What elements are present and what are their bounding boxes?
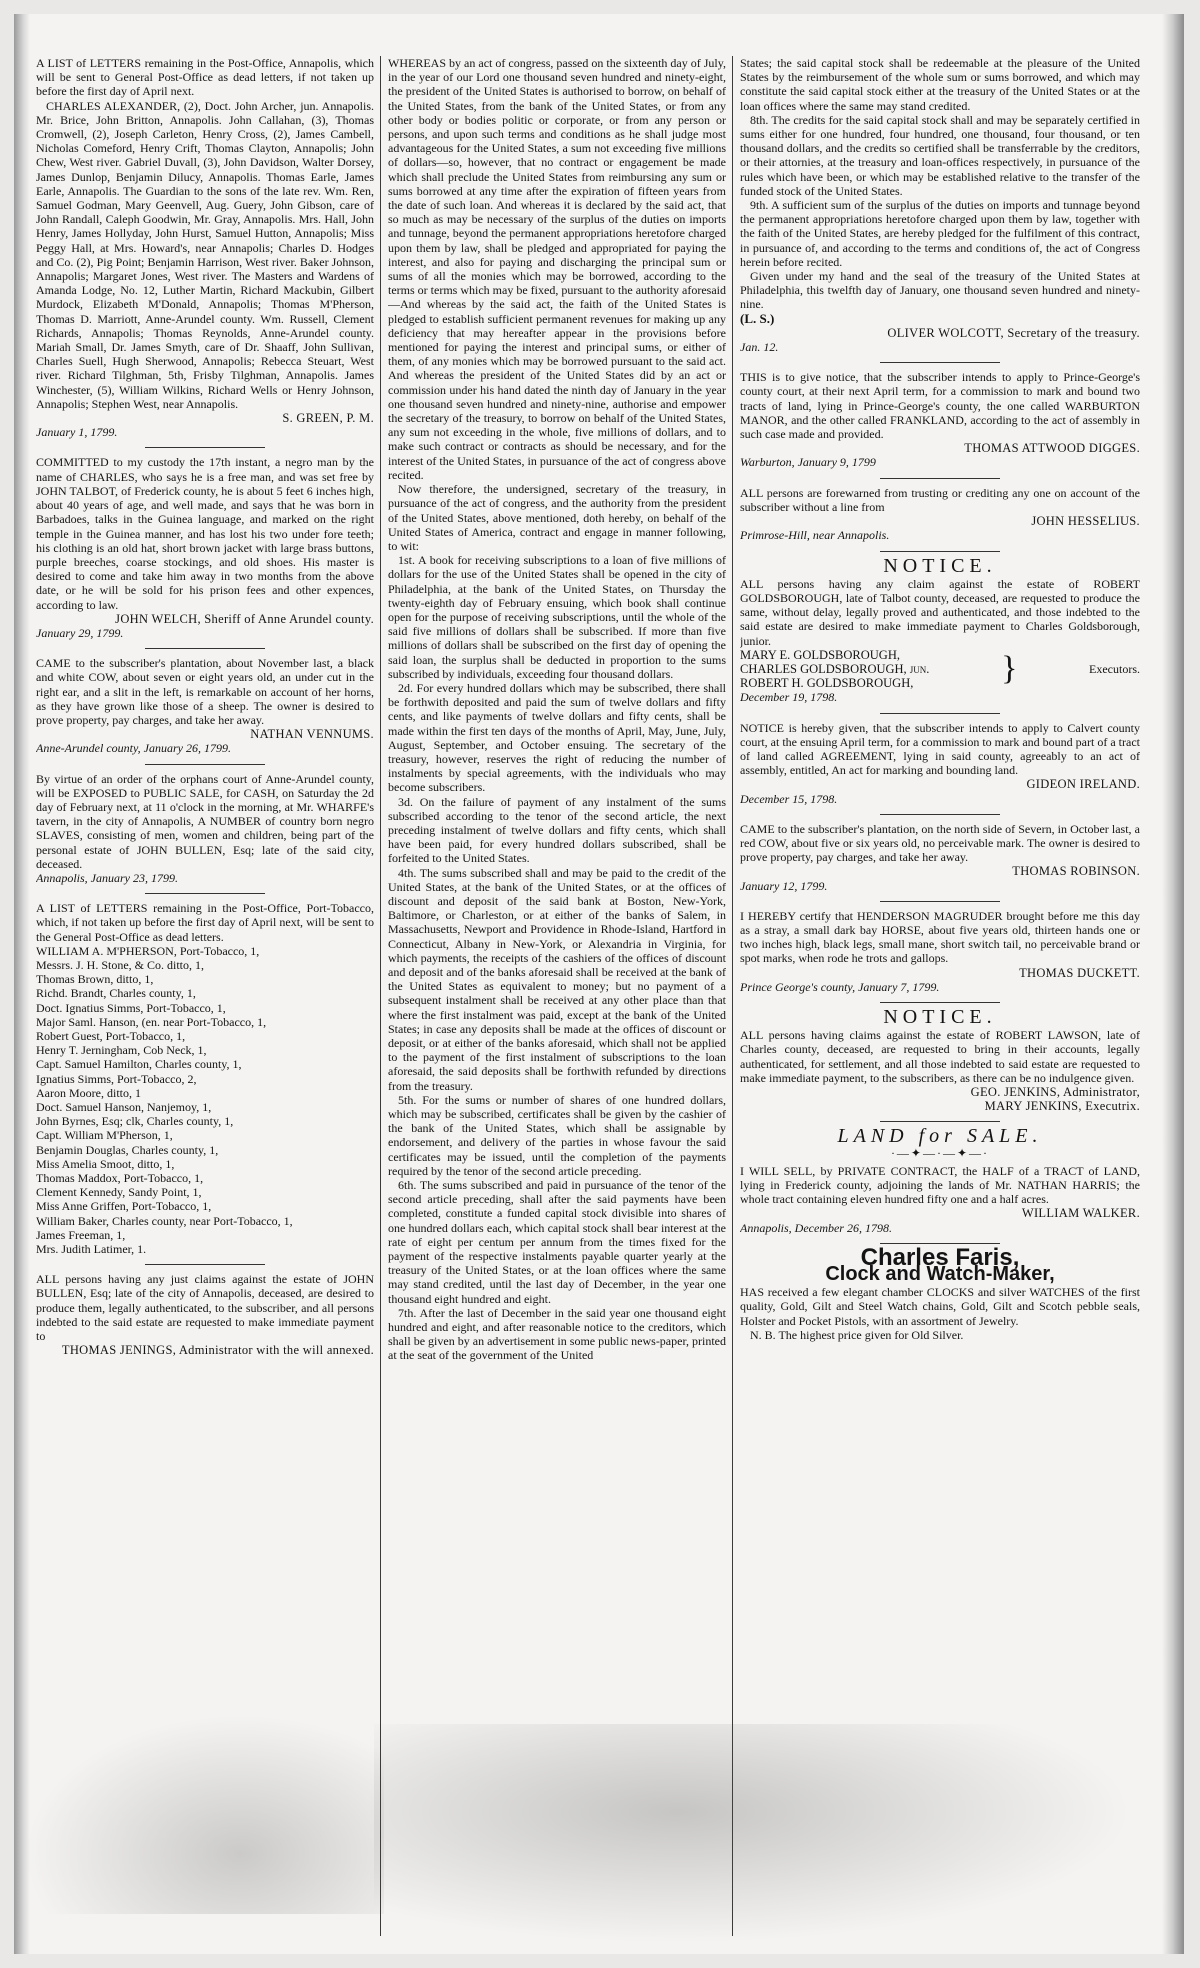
ad-divider xyxy=(145,893,265,894)
ad-date: January 29, 1799. xyxy=(36,625,124,640)
ad-divider xyxy=(145,648,265,649)
column-2 xyxy=(388,56,726,1946)
act-paragraph: 3d. On the failure of payment of any instalment of the sums subscribed according to the tenor of the second article, the next preceding instalment of twelve dollars and fifty cents, which shall have been paid, for every hundred dollars subscribed, shall be forfeited to the United States. xyxy=(388,794,726,866)
letters-annapolis-ad xyxy=(36,56,374,439)
act-paragraph: 2d. For every hundred dollars which may be subscribed, there shall be forthwith deposited and paid the sum of twelve dollars and fifty cents, and like payments of twelve dollars and fifty cents, shall be made within the first ten days of the months of April, May, June, July, August, September, and October ensuing. The secretary of the treasury, however, reserves the right of reducing the number of instalments by special agreements, with the individuals who may become subscribers. xyxy=(388,680,726,795)
notice-heading: NOTICE. xyxy=(883,1005,997,1028)
list-item: Ignatius Simms, Port-Tobacco, 2, xyxy=(36,1071,197,1086)
signature: THOMAS DUCKETT. xyxy=(1019,965,1140,980)
duckett-ad xyxy=(740,909,1140,994)
notice-heading: NOTICE. xyxy=(883,554,997,577)
list-item: Benjamin Douglas, Charles county, 1, xyxy=(36,1142,219,1157)
list-item: Thomas Maddox, Port-Tobacco, 1, xyxy=(36,1171,204,1186)
newspaper-page xyxy=(14,14,1184,1954)
ad-text: NOTICE is hereby given, that the subscriber intends to apply to Calvert county court, at the ensuing April term, for a commission to mark and bound part of a tract of land called AGREEMENT, lying in said county, agreeably to an act of assembly, entitled, An act for marking and bounding land. xyxy=(740,720,1140,778)
executor-name: CHARLES GOLDSBOROUGH, jun. xyxy=(740,661,930,676)
executors-role: Executors. xyxy=(1089,661,1140,676)
letters-names: CHARLES ALEXANDER, (2), Doct. John Archer, jun. Annapolis. Mr. Brice, John Britton, Annapolis. John Callahan, (3), Thomas Cromwell, (2), Joseph Carleton, Henry Cross, (2), James Cambell, Nicholas Comeford, Henry Crift, Thomas Clayton, Annapolis; John Chew, West river. Gabriel Duvall, (3), John Davidson, Walter Dorsey, James Dunlop, Benjamin Dilucy, Annapolis. Thomas Earle, James Earle, Annapolis. The Guardian to the sons of the late rev. Wm. Ren, Samuel Godman, Mary Geenvell, Aug. Guery, John Gibson, care of John Randall, Caleph Goodwin, Mr. Gray, Annapolis. Mrs. Hall, John Henry, James Hollyday, John Hurst, Samuel Hutton, Annapolis; Miss Peggy Hall, at Mrs. Howard's, near Annapolis; Charles D. Hodges and Co. (2), Pig Point; Benjamin Harrison, West river. Baker Johnson, Annapolis; Margaret Jones, West river. The Masters and Wardens of Amanda Lodge, No. 12, Luther Martin, Richard Mackubin, Gilbert Murdock, Elizabeth M'Donald, Annapolis; Thomas M'Pherson, Thomas D. Marriott, Anne-Arundel county. Wm. Russell, Clement Richards, Annapolis; Thomas Reynolds, Anne-Arundel county. Mariah Small, Dr. James Smyth, care of Dr. Shaaff, John Sullivan, Charles Suell, Hugh Sherwood, Annapolis; Rebecca Steuart, West river. Richard Tilghman, 5th, Frisby Tilghman, Annapolis. James Winchester, (5), William Wilkins, Richard Wells or Henry Johnson, Annapolis; Stephen West, near Annapolis. xyxy=(36,98,374,411)
signature: THOMAS JENINGS, Administrator with the will annexed. xyxy=(61,1343,374,1358)
ad-date: Anne-Arundel county, January 26, 1799. xyxy=(36,741,231,756)
ad-divider xyxy=(880,551,1000,552)
list-item: Doct. Samuel Hanson, Nanjemoy, 1, xyxy=(36,1100,212,1115)
cow-vennums-ad xyxy=(36,656,374,755)
list-item: Mrs. Judith Latimer, 1. xyxy=(36,1242,147,1257)
lawson-ad xyxy=(740,1005,1140,1114)
ad-text: CAME to the subscriber's plantation, on the north side of Severn, in October last, a red COW, about five or six years old, no perceivable mark. The owner is desired to prove property, pay charges, and take her away. xyxy=(740,821,1140,865)
list-item: Capt. Samuel Hamilton, Charles county, 1, xyxy=(36,1057,242,1072)
list-item: Aaron Moore, ditto, 1 xyxy=(36,1085,141,1100)
list-item: Thomas Brown, ditto, 1, xyxy=(36,972,154,987)
act-paragraph: 1st. A book for receiving subscriptions to a loan of five millions of dollars for the use of the United States shall be opened in the city of Philadelphia, at the bank of the United States, on Thursday the twenty-eighth day of February ensuing, which book shall continue open for the purpose of receiving subscriptions, until the whole of the said five millions of dollars shall be subscribed. If more than five millions of dollars shall be subscribed on the first day of opening the said loan, the surplus shall be deducted in proportion to the sums subscribed by individuals, exceeding four thousand dollars. xyxy=(388,553,726,681)
ad-divider xyxy=(145,447,265,448)
signature: GEO. JENKINS, Administrator, xyxy=(970,1085,1140,1099)
robinson-ad xyxy=(740,822,1140,893)
letters-intro: A LIST of LETTERS remaining in the Post-Office, Annapolis, which will be sent to General Post-Office as dead letters, if not taken up before the first day of April next. xyxy=(36,56,374,99)
seal-mark xyxy=(740,312,1140,326)
ad-text: HAS received a few elegant chamber CLOCKS and silver WATCHES of the first quality, Gold, Gilt and Steel Watch chains, Gold, Gilt and Scotch pebble seals, Holster and Pocket Pistols, with an assortment of Jewelry. xyxy=(740,1285,1140,1328)
list-item: Richd. Brandt, Charles county, 1, xyxy=(36,986,196,1001)
ad-date: January 1, 1799. xyxy=(36,425,118,440)
act-continuation xyxy=(740,56,1140,354)
ireland-ad xyxy=(740,721,1140,806)
ad-divider xyxy=(880,901,1000,902)
list-item: James Freeman, 1, xyxy=(36,1227,126,1242)
ad-divider xyxy=(880,713,1000,714)
ad-date: January 12, 1799. xyxy=(740,878,828,893)
ad-text: THIS is to give notice, that the subscriber intends to apply to Prince-George's county court, at their next April term, for a commission to mark and bound two tracts of land, lying in Prince-George's county, the one called WARBURTON MANOR, and the other called FRANKLAND, according to the act of assembly in such case made and provided. xyxy=(740,370,1140,442)
act-paragraph: WHEREAS by an act of congress, passed on the sixteenth day of July, in the year of our Lord one thousand seven hundred and ninety-eight, the president of the United States is authorised to borrow, on behalf of the United States, from the bank of the United States, or from any other body or bodies politic or corporate, or from any person or persons, and upon such terms and conditions as he shall judge most advantageous for the United States, a sum not exceeding five millions of dollars—so, however, that no contract or engagement be made which shall preclude the United States from reimbursing any sum or sums borrowed at any time after the expiration of fifteen years from the date of such loan. And whereas it is declared by the said act, that so much as may be necessary of the surplus of the duties on imports and tunnage, beyond the permanent appropriations heretofore charged upon them by law, shall be pledged and appropriated for paying the interest, and also for paying and discharging the principal sum or sums of all the monies which may be borrowed, according to the terms or terms which may be fixed, pursuant to the authority aforesaid—And whereas by the said act, the faith of the United States is pledged to establish sufficient permanent revenues for making up any deficiency that may hereafter appear in the provisions before mentioned for paying the interest and principal sums, or either of them, of any monies which may be borrowed pursuant to the said act. And whereas the president of the United States did by an act or commission under his hand dated the ninth day of January in the year one thousand seven hundred and ninety-nine, authorise and empower the secretary of the treasury, to borrow on behalf of the United States, any sum not exceeding in the whole, five millions of dollars, and to make such contract or contracts as should be necessary, and for the interest of the United States, in pursuance of the act of congress above recited. xyxy=(388,56,726,482)
executor-name: ROBERT H. GOLDSBOROUGH, xyxy=(740,676,914,691)
column-rule xyxy=(380,56,381,1936)
faris-trade: Clock and Watch-Maker, xyxy=(825,1263,1055,1286)
ad-divider xyxy=(880,1002,1000,1003)
list-item: Henry T. Jerningham, Cob Neck, 1, xyxy=(36,1043,207,1058)
act-paragraph: 4th. The sums subscribed shall and may be paid to the credit of the United States, at the bank of the United States, or at the offices of discount and deposit of the said bank at Boston, New-York, Baltimore, or Charleston, or at either of the banks of Salem, in Massachusetts, Newport and Providence in Rhode-Island, Hartford in Connecticut, Albany in New-York, or Alexandria in Virginia, for which payments, the receipts of the cashiers of the offices of discount and deposit and of the banks aforesaid shall be received at the bank of the United States as equivalent to money; but no payment of a subsequent instalment shall be received at any other place than that where the first instalment was paid, except at the bank of the United States; in case any deposits shall be made at the offices of discount or deposit, or at either of the banks aforesaid, which shall not be applied to the payment of the first instalment of subscriptions to the loan aforesaid, the said deposits shall be forthwith refunded by directions from the treasury. xyxy=(388,865,726,1093)
ornament-divider: ·—✦—·—✦—· xyxy=(890,1145,990,1160)
list-item: WILLIAM A. M'PHERSON, Port-Tobacco, 1, xyxy=(36,943,260,958)
act-paragraph: States; the said capital stock shall be redeemable at the pleasure of the United States by the reimbursement of the whole sum or sums borrowed, and which may constitute the said capital stock either at the treasury of the United States or at the loan offices where the same may stand credited. xyxy=(740,56,1140,113)
ad-date: Annapolis, December 26, 1798. xyxy=(740,1220,892,1235)
list-item: Miss Amelia Smoot, ditto, 1, xyxy=(36,1156,175,1171)
letters-port-tobacco-ad xyxy=(36,901,374,1256)
executor-name: MARY E. GOLDSBOROUGH, xyxy=(740,647,900,662)
ad-text: ALL persons having any just claims against the estate of JOHN BULLEN, Esq; late of the city of Annapolis, deceased, are desired to produce them, legally authenticated, to the subscriber, and all persons indebted to the said estate are requested to make immediate payment to xyxy=(36,1272,374,1344)
scan-edge-right xyxy=(1162,14,1184,1954)
ad-date: Warburton, January 9, 1799 xyxy=(740,455,876,470)
executors-block xyxy=(740,648,1140,691)
ad-date: Prince George's county, January 7, 1799. xyxy=(740,979,940,994)
column-1 xyxy=(36,56,374,1946)
ad-date: Primrose-Hill, near Annapolis. xyxy=(740,528,890,543)
land-sale-ad xyxy=(740,1125,1140,1235)
signature: NATHAN VENNUMS. xyxy=(250,727,374,742)
act-paragraph: 6th. The sums subscribed and paid in pursuance of the tenor of the second article preceding, shall after the said payments have been completed, constitute a funded capital stock divisible into shares of one hundred dollars each, which capital stock shall bear interest at the rate of eight per centum per annum from the times fixed for the payment of the respective instalments payable quarter yearly at the treasury of the United States, or at the loan offices where the same may stand credited, until the last day of December, in the year one thousand eight hundred and eight. xyxy=(388,1178,726,1306)
list-item: Doct. Ignatius Simms, Port-Tobacco, 1, xyxy=(36,1000,226,1015)
list-item: Clement Kennedy, Sandy Point, 1, xyxy=(36,1185,202,1200)
faris-name: Charles Faris, xyxy=(860,1243,1020,1271)
act-paragraph: 9th. A sufficient sum of the surplus of the duties on imports and tunnage beyond the permanent appropriations heretofore charged upon them by law, together with the faith of the United States, are hereby pledged for the fulfilment of this contract, in pursuance of, and according to the terms and conditions of, the act of Congress herein before recited. xyxy=(740,198,1140,269)
ad-text: COMMITTED to my custody the 17th instant, a negro man by the name of CHARLES, who says he is a free man, and was set free by JOHN TALBOT, of Frederick county, he is about 5 feet 6 inches high, about 40 years of age, and well made, and says that he was born in Barbadoes, talks in the Guinea language, and marked on the right temple in the Guinea manner, and has lost his two under fore teeth; his clothing is an old hat, short brown jacket with large brass buttons, purple breeches, coarse stockings, and old shoes. His master is desired to come and take him away in two months from the above date, or he will be sold for his prison fees and other expences, according to law. xyxy=(36,455,374,612)
executors-list xyxy=(740,648,929,691)
seal-label: (L. S.) xyxy=(740,310,775,326)
list-item: Miss Anne Griffen, Port-Tobacco, 1, xyxy=(36,1199,212,1214)
ad-text: ALL persons are forewarned from trusting or crediting any one on account of the subscriber without a line from xyxy=(740,485,1140,514)
ad-date: Jan. 12. xyxy=(740,340,779,355)
ad-text: ALL persons having claims against the estate of ROBERT LAWSON, late of Charles county, deceased, are requested to bring in their accounts, legally authenticated, for settlement, and all those indebted to said estate are requested to make immediate payment, to the subscribers, as there can be no indulgence given. xyxy=(740,1028,1140,1085)
act-paragraph: 7th. After the last of December in the said year one thousand eight hundred and eight, and after reasonable notice to the creditors, which shall be given by an advertisement in some public news-paper, printed at the seat of the government of the United xyxy=(388,1305,726,1363)
ad-text: By virtue of an order of the orphans court of Anne-Arundel county, will be EXPOSED to PUBLIC SALE, for CASH, on Saturday the 2d day of February next, at 11 o'clock in the morning, at Mr. WHARFE's tavern, in the city of Annapolis, A NUMBER of country born negro SLAVES, consisting of men, women and children, being part of the personal estate of JOHN BULLEN, Esq; late of the said city, deceased. xyxy=(36,771,374,871)
committed-ad xyxy=(36,455,374,640)
signature: S. GREEN, P. M. xyxy=(282,411,374,426)
bullen-estate-ad xyxy=(36,1272,374,1357)
signature: MARY JENKINS, Executrix. xyxy=(984,1099,1140,1114)
ad-divider xyxy=(880,814,1000,815)
ad-text: I WILL SELL, by PRIVATE CONTRACT, the HALF of a TRACT of LAND, lying in Frederick county, adjoining the lands of Mr. NATHAN HARRIS; the whole tract containing eleven hundred fifty one and a half acres. xyxy=(740,1163,1140,1207)
column-rule xyxy=(732,56,733,1936)
ad-divider xyxy=(880,1121,1000,1122)
ad-date: December 15, 1798. xyxy=(740,791,838,806)
ad-text: I HEREBY certify that HENDERSON MAGRUDER brought before me this day as a stray, a small dark bay HORSE, about five years old, thirteen hands one or two inches high, black legs, small mane, short switch tail, no perceivable brand or spot marks, when rode he trots and gallops. xyxy=(740,908,1140,966)
signature: OLIVER WOLCOTT, Secretary of the treasury. xyxy=(887,325,1140,340)
act-paragraph: Given under my hand and the seal of the treasury of the United States at Philadelphia, this twelfth day of January, one thousand seven hundred and ninety-nine. xyxy=(740,269,1140,312)
list-item: John Byrnes, Esq; clk, Charles county, 1, xyxy=(36,1114,234,1129)
act-paragraph: 8th. The credits for the said capital stock shall and may be separately certified in sums either for one hundred, four hundred, one thousand, four thousand, or ten thousand dollars, and the credits so certified shall be transferrable by the creditors, or their attornies, at the treasury and loan-offices respectively, in pursuance of the rules which have been, or which may be established relative to the transfer of the funded stock of the United States. xyxy=(740,112,1140,198)
signature: GIDEON IRELAND. xyxy=(1026,777,1140,792)
act-of-congress-ad xyxy=(388,56,726,1363)
digges-ad xyxy=(740,370,1140,469)
signature: THOMAS ATTWOOD DIGGES. xyxy=(964,441,1140,456)
ad-divider xyxy=(880,478,1000,479)
ad-divider xyxy=(880,362,1000,363)
ad-divider xyxy=(145,1264,265,1265)
signature: JOHN HESSELIUS. xyxy=(1031,514,1140,529)
list-item: Robert Guest, Port-Tobacco, 1, xyxy=(36,1029,186,1043)
ad-date: December 19, 1798. xyxy=(740,690,838,705)
ad-divider xyxy=(145,764,265,765)
nota-bene: N. B. The highest price given for Old Silver. xyxy=(750,1327,964,1342)
act-paragraph: 5th. For the sums or number of shares of one hundred dollars, which may be subscribed, certificates shall be given by the cashier of the bank of the United States, which shall be assignable by endorsement, and delivery of the parties in whose favour the said certificates may be issued, until the completion of the payments required by the tenor of the second article preceding. xyxy=(388,1092,726,1178)
ad-text: ALL persons having any claim against the estate of ROBERT GOLDSBOROUGH, late of Talbot county, deceased, are requested to produce the same, without delay, legally proved and authenticated, and those indebted to the said estate are desired to make immediate payment to Charles Goldsborough, junior. xyxy=(740,576,1140,648)
land-heading: LAND for SALE. xyxy=(837,1125,1043,1148)
orphans-sale-ad xyxy=(36,772,374,886)
faris-ad xyxy=(740,1243,1140,1342)
signature: WILLIAM WALKER. xyxy=(1021,1206,1140,1221)
signature: JOHN WELCH, Sheriff of Anne Arundel county. xyxy=(115,611,374,626)
scan-edge-left xyxy=(14,14,30,1954)
act-paragraph: Now therefore, the undersigned, secretary of the treasury, in pursuance of the act of congress, and the authority from the president of the United States, above mentioned, doth hereby, on behalf of the United States of America, contract and engage in manner following, to wit: xyxy=(388,482,726,553)
letters-intro: A LIST of LETTERS remaining in the Post-Office, Port-Tobacco, which, if not taken up before the first day of April next, will be sent to the General Post-Office as dead letters. xyxy=(36,901,374,944)
list-item: Major Saml. Hanson, (en. near Port-Tobacco, 1, xyxy=(36,1014,267,1029)
list-item: William Baker, Charles county, near Port-Tobacco, 1, xyxy=(36,1213,293,1228)
hesselius-ad xyxy=(740,486,1140,543)
ad-text: CAME to the subscriber's plantation, about November last, a black and white COW, about seven or eight years old, an under cut in the right ear, and a slit in the left, is remarkable on account of her horns, as they have grown like those of a sheep. The owner is desired to prove property, pay charges, and take her away. xyxy=(36,656,374,727)
column-3 xyxy=(740,56,1140,1946)
goldsborough-ad xyxy=(740,554,1140,705)
ad-date: Annapolis, January 23, 1799. xyxy=(36,870,178,885)
brace-glyph: } xyxy=(1001,650,1018,688)
list-item: Capt. William M'Pherson, 1, xyxy=(36,1128,173,1143)
signature: THOMAS ROBINSON. xyxy=(1012,864,1140,879)
list-item: Messrs. J. H. Stone, & Co. ditto, 1, xyxy=(36,957,205,972)
